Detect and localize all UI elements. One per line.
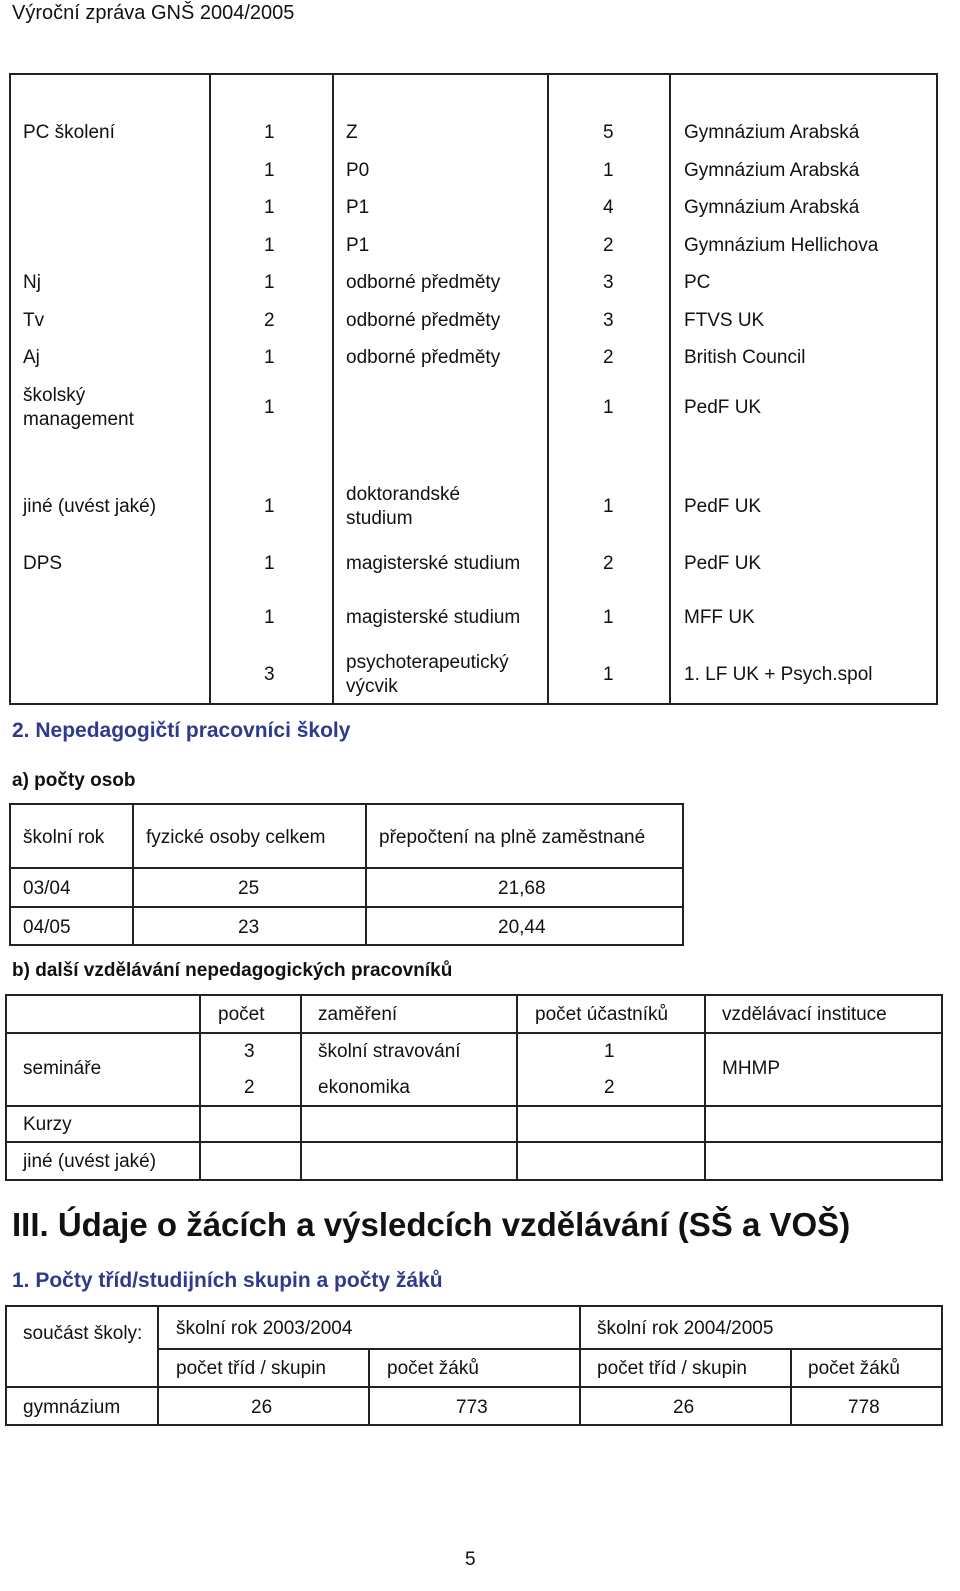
table-cell: 21,68 <box>498 878 546 899</box>
table-cell: 1 <box>604 1041 615 1062</box>
subsection-heading: b) další vzdělávání nepedagogických pracovníků <box>12 960 453 981</box>
table-cell: 778 <box>848 1397 880 1418</box>
table-cell: 1 <box>264 197 275 218</box>
table-cell: Tv <box>23 310 45 331</box>
table-cell: odborné předměty <box>346 347 501 368</box>
table-cell: 23 <box>238 917 260 938</box>
table-header-cell: počet účastníků <box>535 1004 669 1025</box>
table-cell: MHMP <box>722 1058 781 1079</box>
table-cell: 1 <box>264 160 275 181</box>
table-header-cell: součást školy: <box>23 1323 143 1344</box>
table-cell: Aj <box>23 347 40 368</box>
table-header-cell: přepočtení na plně zaměstnané <box>379 827 646 848</box>
table-cell: 26 <box>673 1397 695 1418</box>
table-cell: 04/05 <box>23 917 71 938</box>
table-cell: školský management <box>23 385 134 430</box>
table-cell: gymnázium <box>23 1397 121 1418</box>
table-cell: jiné (uvést jaké) <box>23 496 157 517</box>
table-cell: 4 <box>603 197 614 218</box>
table-cell: 2 <box>244 1077 255 1098</box>
table-cell: 3 <box>603 272 614 293</box>
table-header-cell: fyzické osoby celkem <box>146 827 326 848</box>
table-cell: školní stravování <box>318 1041 461 1062</box>
table-cell: doktorandské studium <box>346 484 461 529</box>
table-cell: 773 <box>456 1397 488 1418</box>
table-cell: Kurzy <box>23 1114 72 1135</box>
table-cell: 3 <box>264 664 275 685</box>
table-cell: 2 <box>603 553 614 574</box>
table-cell: 03/04 <box>23 878 71 899</box>
table-cell: 1 <box>264 235 275 256</box>
table-cell: 1 <box>264 272 275 293</box>
table-header-cell: zaměření <box>318 1004 398 1025</box>
subsection-heading: a) počty osob <box>12 770 136 791</box>
table-cell: 1 <box>603 160 614 181</box>
table-cell: P0 <box>346 160 370 181</box>
table-cell: Gymnázium Arabská <box>684 160 860 181</box>
table-cell: 25 <box>238 878 260 899</box>
table-cell: 2 <box>264 310 275 331</box>
table-cell: 2 <box>603 235 614 256</box>
table-cell: 3 <box>244 1041 255 1062</box>
table-cell: magisterské studium <box>346 553 521 574</box>
table-cell: P1 <box>346 197 370 218</box>
table-cell: 1 <box>603 607 614 628</box>
table-cell: 1. LF UK + Psych.spol <box>684 664 873 685</box>
table-header-cell: počet tříd / skupin <box>597 1358 747 1379</box>
section-heading: 1. Počty tříd/studijních skupin a počty žáků <box>12 1269 443 1292</box>
table-cell: 20,44 <box>498 917 546 938</box>
table-cell: Gymnázium Arabská <box>684 197 860 218</box>
table-header-cell: školní rok 2003/2004 <box>176 1318 353 1339</box>
table-cell: 1 <box>264 347 275 368</box>
table-cell: semináře <box>23 1058 102 1079</box>
table-cell: 1 <box>603 496 614 517</box>
table-cell: PedF UK <box>684 553 762 574</box>
table-cell: jiné (uvést jaké) <box>23 1151 157 1172</box>
table-cell: 1 <box>603 397 614 418</box>
table-cell: odborné předměty <box>346 310 501 331</box>
table-header-cell: počet tříd / skupin <box>176 1358 326 1379</box>
table-cell: MFF UK <box>684 607 755 628</box>
table-cell: PedF UK <box>684 397 762 418</box>
table-cell: British Council <box>684 347 806 368</box>
chapter-title: III. Údaje o žácích a výsledcích vzdělávání (SŠ a VOŠ) <box>12 1206 851 1243</box>
table-cell: 1 <box>264 607 275 628</box>
table-cell: 5 <box>603 122 614 143</box>
document-header: Výroční zpráva GNŠ 2004/2005 <box>12 2 295 24</box>
table-cell: FTVS UK <box>684 310 765 331</box>
table-cell: Gymnázium Arabská <box>684 122 860 143</box>
table-header-cell: školní rok 2004/2005 <box>597 1318 774 1339</box>
table-header-cell: počet <box>218 1004 265 1025</box>
table-cell: Nj <box>23 272 41 293</box>
table-header-cell: počet žáků <box>808 1358 900 1379</box>
section-heading: 2. Nepedagogičtí pracovníci školy <box>12 719 351 742</box>
table-cell: 1 <box>264 397 275 418</box>
table-cell: 26 <box>251 1397 273 1418</box>
table-cell: 2 <box>604 1077 615 1098</box>
table-cell: 3 <box>603 310 614 331</box>
table-cell: 1 <box>264 496 275 517</box>
table-cell: P1 <box>346 235 370 256</box>
table-cell: psychoterapeutický výcvik <box>346 652 509 697</box>
table-cell: 2 <box>603 347 614 368</box>
table-cell: Gymnázium Hellichova <box>684 235 879 256</box>
table-header-cell: školní rok <box>23 827 105 848</box>
table-header-cell: vzdělávací instituce <box>722 1004 887 1025</box>
table-cell: Z <box>346 122 358 143</box>
table-cell: 1 <box>264 122 275 143</box>
table-cell: odborné předměty <box>346 272 501 293</box>
table-cell: PedF UK <box>684 496 762 517</box>
page-number: 5 <box>465 1549 476 1570</box>
table-cell: 1 <box>603 664 614 685</box>
table-cell: PC školení <box>23 122 115 143</box>
table-header-cell: počet žáků <box>387 1358 479 1379</box>
table-cell: DPS <box>23 553 63 574</box>
table-cell: PC <box>684 272 711 293</box>
table-cell: 1 <box>264 553 275 574</box>
table-cell: magisterské studium <box>346 607 521 628</box>
table-cell: ekonomika <box>318 1077 410 1098</box>
